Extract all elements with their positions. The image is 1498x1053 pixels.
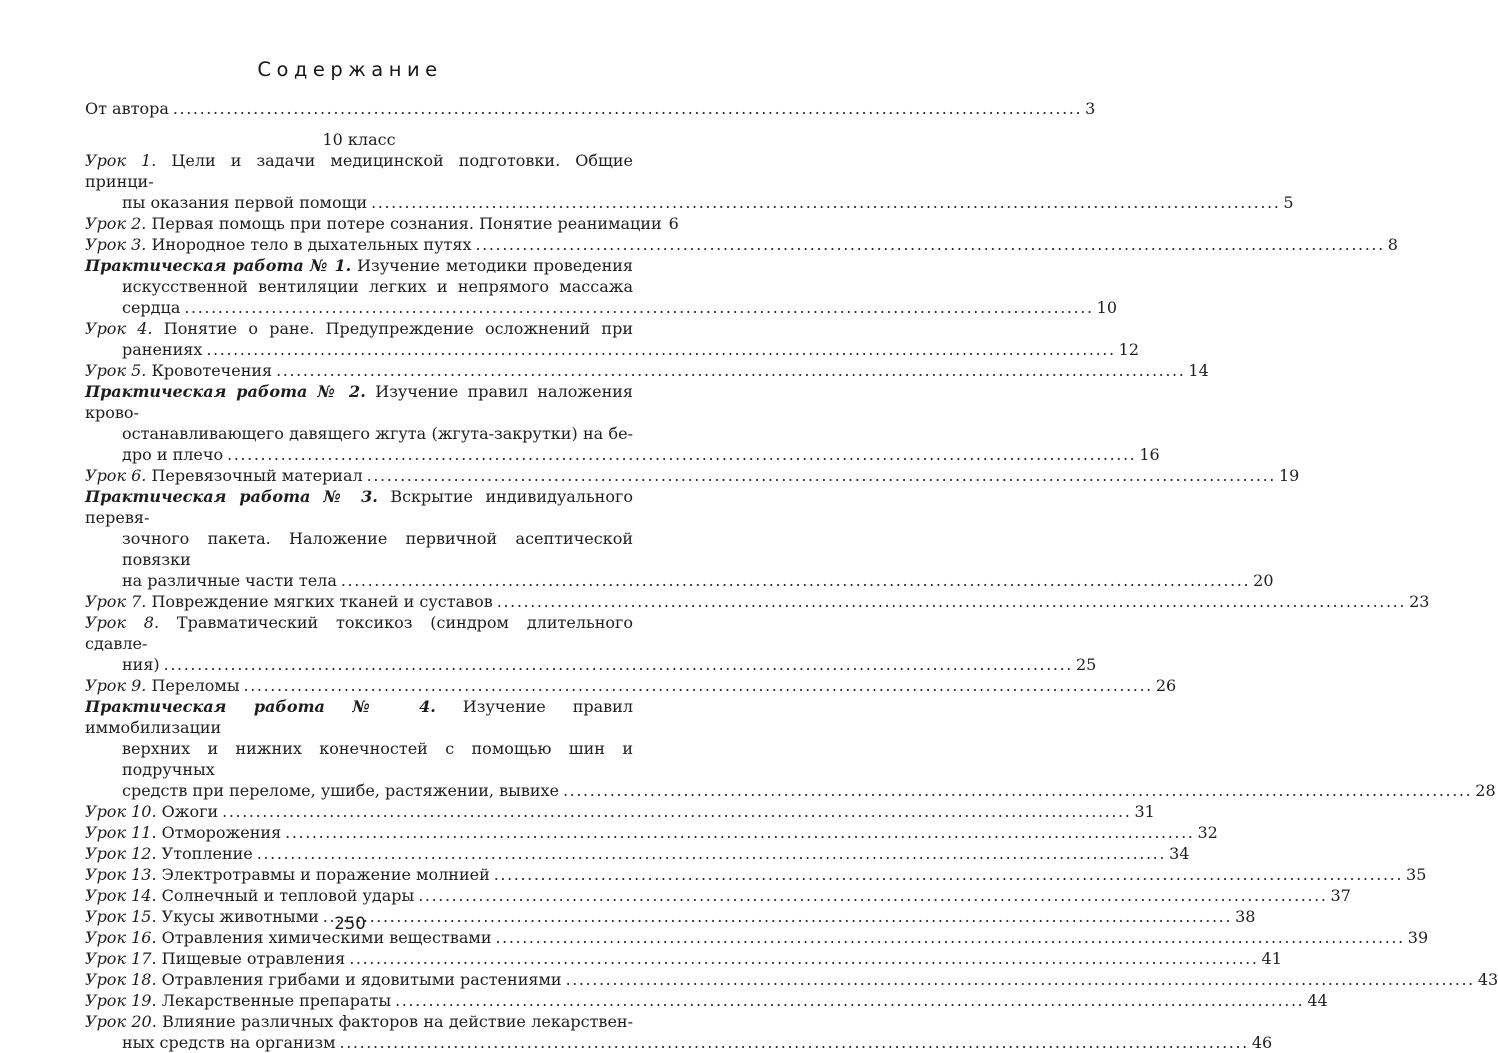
- section-heading: 10 класс: [322, 130, 396, 149]
- toc-entry: [85, 465, 1300, 486]
- entry-page-number: 41: [1261, 949, 1282, 968]
- toc-entry-line: [85, 318, 633, 339]
- toc-entry-line: [85, 612, 633, 654]
- entry-page-number: 43: [1477, 970, 1498, 989]
- entry-text: Первая помощь при потере сознания. Понятие реанимации: [151, 214, 662, 233]
- entry-prefix: Урок 6.: [85, 466, 147, 485]
- entry-page-number: 35: [1406, 865, 1427, 884]
- toc-entry-line: [85, 381, 633, 423]
- entry-text-wrap: [85, 822, 281, 843]
- entry-text-wrap: [122, 570, 337, 591]
- entry-page-number: 14: [1188, 361, 1209, 380]
- entry-prefix: Практическая работа № 3.: [85, 487, 378, 506]
- dot-leader: [367, 465, 1276, 486]
- toc-entry: [85, 486, 1274, 591]
- toc-entry: [85, 675, 1177, 696]
- toc-entry-line: [85, 98, 1096, 119]
- entry-prefix: Урок 18.: [85, 970, 157, 989]
- toc-entry: [85, 612, 1097, 675]
- page-title: Содержание: [257, 58, 443, 81]
- toc-entry: [85, 255, 1118, 318]
- entry-text: дро и плечо: [122, 445, 224, 464]
- entry-page-number: 12: [1118, 340, 1140, 359]
- toc-entry-line: [122, 570, 1274, 591]
- entry-text: Кровотечения: [151, 361, 273, 380]
- dot-leader: [371, 192, 1280, 213]
- toc-entry: [85, 822, 1218, 843]
- toc-entry: [85, 150, 1294, 213]
- entry-text: искусственной вентиляции легких и непрямого массажа: [122, 277, 633, 296]
- entry-text: верхних и нижних конечностей с помощью шин и подручных: [122, 739, 633, 779]
- toc-entry-line: [122, 276, 633, 297]
- dot-leader: [563, 780, 1472, 801]
- entry-text-wrap: [122, 192, 367, 213]
- entry-text: Ожоги: [161, 802, 219, 821]
- dot-leader: [276, 360, 1185, 381]
- entry-text: Инородное тело в дыхательных путях: [151, 235, 472, 254]
- entry-prefix: Урок 1.: [85, 151, 157, 170]
- toc-entry-line: [85, 843, 1190, 864]
- entry-text: Влияние различных факторов на действие лекарствен-: [162, 1012, 633, 1031]
- entry-page-number: 20: [1253, 571, 1274, 590]
- toc-entry: [85, 948, 1282, 969]
- toc-entry-line: [122, 528, 633, 570]
- toc-entry: [85, 360, 1209, 381]
- entry-text-wrap: [85, 591, 493, 612]
- toc-entry: [85, 885, 1351, 906]
- entry-prefix: Урок 17.: [85, 949, 157, 968]
- toc-entry: [85, 969, 1498, 990]
- entry-prefix: Урок 4.: [85, 319, 153, 338]
- entry-text: Изучение правил наложения крово-: [85, 382, 633, 422]
- toc-entry-line: [85, 801, 1155, 822]
- entry-page-number: 39: [1407, 928, 1429, 947]
- dot-leader: [206, 339, 1115, 360]
- entry-page-number: 37: [1330, 886, 1351, 905]
- entry-text: Цели и задачи медицинской подготовки. Общие принци-: [85, 151, 634, 191]
- entry-page-number: 23: [1409, 592, 1430, 611]
- entry-page-number: 32: [1197, 823, 1218, 842]
- dot-leader: [257, 843, 1166, 864]
- toc-entry-line: [85, 675, 1177, 696]
- toc-entry-line: [122, 192, 1294, 213]
- dot-leader: [497, 591, 1406, 612]
- entry-text-wrap: [85, 969, 562, 990]
- toc-entry: [85, 801, 1155, 822]
- entry-prefix: Урок 14.: [85, 886, 157, 905]
- entry-text-wrap: [85, 948, 345, 969]
- entry-text: От автора: [85, 99, 169, 118]
- entry-text-wrap: [85, 213, 662, 234]
- entry-text: ранениях: [122, 340, 203, 359]
- toc-entry-line: [85, 360, 1209, 381]
- toc-entry-line: [85, 822, 1218, 843]
- entry-text: Перевязочный материал: [151, 466, 363, 485]
- entry-prefix: Урок 11.: [85, 823, 157, 842]
- entry-text-wrap: [85, 98, 169, 119]
- toc-entry-line: [122, 1032, 1273, 1053]
- entry-prefix: Урок 10.: [85, 802, 157, 821]
- toc-entry-line: [85, 465, 1300, 486]
- toc-entry: [85, 843, 1190, 864]
- toc-entry-line: [85, 864, 1427, 885]
- entry-text: Пищевые отравления: [161, 949, 346, 968]
- entry-prefix: Урок 5.: [85, 361, 147, 380]
- entry-text-wrap: [122, 654, 160, 675]
- entry-page-number: 46: [1251, 1033, 1273, 1052]
- toc-entry-line: [85, 1011, 633, 1032]
- entry-text-wrap: [85, 801, 218, 822]
- toc-entry: [85, 696, 1496, 801]
- entry-text: Электротравмы и поражение молнией: [161, 865, 490, 884]
- dot-leader: [341, 570, 1250, 591]
- toc-entry-line: [122, 339, 1140, 360]
- toc-entry-line: [85, 213, 679, 234]
- dot-leader: [340, 1032, 1249, 1053]
- entry-text-wrap: [85, 465, 363, 486]
- entry-text-wrap: [85, 675, 240, 696]
- entry-page-number: 10: [1096, 298, 1118, 317]
- dot-leader: [227, 444, 1136, 465]
- entry-text: ния): [122, 655, 160, 674]
- entry-prefix: Урок 9.: [85, 676, 147, 695]
- entry-text: зочного пакета. Наложение первичной асептической повязки: [122, 529, 633, 569]
- toc-entry-line: [122, 423, 633, 444]
- entry-text: Отравления грибами и ядовитыми растениями: [161, 970, 562, 989]
- entry-prefix: Урок 2.: [85, 214, 147, 233]
- entry-text-wrap: [85, 843, 253, 864]
- dot-leader: [222, 801, 1131, 822]
- entry-prefix: Урок 12.: [85, 844, 157, 863]
- entry-prefix: Практическая работа № 1.: [85, 256, 352, 275]
- entry-text: Изучение правил иммобилизации: [85, 697, 633, 737]
- entry-prefix: Практическая работа № 4.: [85, 697, 436, 716]
- entry-text-wrap: [122, 780, 559, 801]
- entry-text: Лекарственные препараты: [161, 991, 392, 1010]
- dot-leader: [184, 297, 1093, 318]
- entry-text-wrap: [85, 234, 471, 255]
- dot-leader: [395, 990, 1304, 1011]
- entry-text-wrap: [85, 990, 391, 1011]
- toc-entry-line: [85, 255, 633, 276]
- dot-leader: [164, 654, 1073, 675]
- entry-prefix: Практическая работа № 2.: [85, 382, 366, 401]
- entry-prefix: Урок 19.: [85, 991, 157, 1010]
- entry-text: Отравления химическими веществами: [161, 928, 492, 947]
- entry-prefix: Урок 15.: [85, 907, 157, 926]
- entry-text: Утопление: [161, 844, 253, 863]
- dot-leader: [173, 98, 1082, 119]
- entry-text: Переломы: [151, 676, 240, 695]
- toc-entry-line: [85, 990, 1328, 1011]
- entry-text: Укусы животными: [161, 907, 319, 926]
- entry-prefix: Урок 13.: [85, 865, 157, 884]
- toc-entry-line: [122, 780, 1496, 801]
- toc-entry-line: [85, 150, 633, 192]
- toc-entry-line: [122, 738, 633, 780]
- entry-page-number: 16: [1139, 445, 1160, 464]
- entry-text: Понятие о ране. Предупреждение осложнений при: [163, 319, 634, 338]
- toc-entry-line: [122, 444, 1160, 465]
- entry-prefix: Урок 20.: [85, 1012, 157, 1031]
- entry-text: средств при переломе, ушибе, растяжении, вывихе: [122, 781, 559, 800]
- entry-page-number: 3: [1085, 99, 1096, 118]
- toc-entry: [85, 1011, 1273, 1053]
- entry-prefix: Урок 3.: [85, 235, 147, 254]
- toc-entry-line: [85, 234, 1398, 255]
- toc-entry: [85, 864, 1427, 885]
- toc-entry-line: [85, 591, 1430, 612]
- dot-leader: [494, 864, 1403, 885]
- entry-page-number: 25: [1075, 655, 1097, 674]
- entry-text-wrap: [85, 360, 272, 381]
- dot-leader: [566, 969, 1475, 990]
- entry-prefix: Урок 16.: [85, 928, 157, 947]
- entry-text: Вскрытие индивидуального перевя-: [85, 487, 633, 527]
- toc-entry: [85, 381, 1160, 465]
- entry-text: Повреждение мягких тканей и суставов: [151, 592, 493, 611]
- toc-entry: [85, 234, 1398, 255]
- entry-text-wrap: [85, 864, 490, 885]
- toc-entry-line: [85, 885, 1351, 906]
- entry-text-wrap: [122, 339, 202, 360]
- entry-page-number: 26: [1155, 676, 1177, 695]
- page-footer-number: 250: [334, 914, 366, 933]
- entry-text: Отморожения: [161, 823, 282, 842]
- entry-page-number: 34: [1169, 844, 1190, 863]
- entry-text: пы оказания первой помощи: [122, 193, 368, 212]
- toc-entry-line: [85, 948, 1282, 969]
- entry-page-number: 28: [1475, 781, 1496, 800]
- entry-page-number: 31: [1134, 802, 1155, 821]
- dot-leader: [285, 822, 1194, 843]
- entry-text: останавливающего давящего жгута (жгута-закрутки) на бе-: [122, 424, 633, 443]
- entry-page-number: 44: [1307, 991, 1328, 1010]
- entry-text: ных средств на организм: [122, 1033, 336, 1052]
- toc-entry: [85, 591, 1430, 612]
- entry-text: Травматический токсикоз (синдром длительного сдавле-: [85, 613, 634, 653]
- entry-text: на различные части тела: [122, 571, 337, 590]
- entry-page-number: 6: [668, 214, 679, 233]
- toc-entry: [85, 213, 679, 234]
- toc-entry-line: [85, 969, 1498, 990]
- toc-entry: [85, 98, 1096, 119]
- toc-entry-line: [85, 486, 633, 528]
- entry-text-wrap: [122, 444, 223, 465]
- toc-entry: [85, 990, 1328, 1011]
- entry-page-number: 8: [1387, 235, 1398, 254]
- entry-prefix: Урок 8.: [85, 613, 160, 632]
- toc-entry: [85, 318, 1140, 360]
- entry-text-wrap: [122, 1032, 336, 1053]
- toc-entry-line: [122, 654, 1097, 675]
- entry-prefix: Урок 7.: [85, 592, 147, 611]
- toc-entry-line: [122, 297, 1118, 318]
- entry-text: Солнечный и тепловой удары: [161, 886, 415, 905]
- dot-leader: [244, 675, 1153, 696]
- dot-leader: [349, 948, 1258, 969]
- entry-text-wrap: [85, 885, 414, 906]
- entry-text: Изучение методики проведения: [357, 256, 633, 275]
- entry-text: сердца: [122, 298, 181, 317]
- entry-page-number: 38: [1235, 907, 1256, 926]
- entry-page-number: 19: [1278, 466, 1300, 485]
- toc-entry-line: [85, 696, 633, 738]
- toc-list: [85, 98, 1498, 1053]
- dot-leader: [475, 234, 1384, 255]
- dot-leader: [418, 885, 1327, 906]
- entry-text-wrap: [122, 297, 180, 318]
- entry-page-number: 5: [1283, 193, 1294, 212]
